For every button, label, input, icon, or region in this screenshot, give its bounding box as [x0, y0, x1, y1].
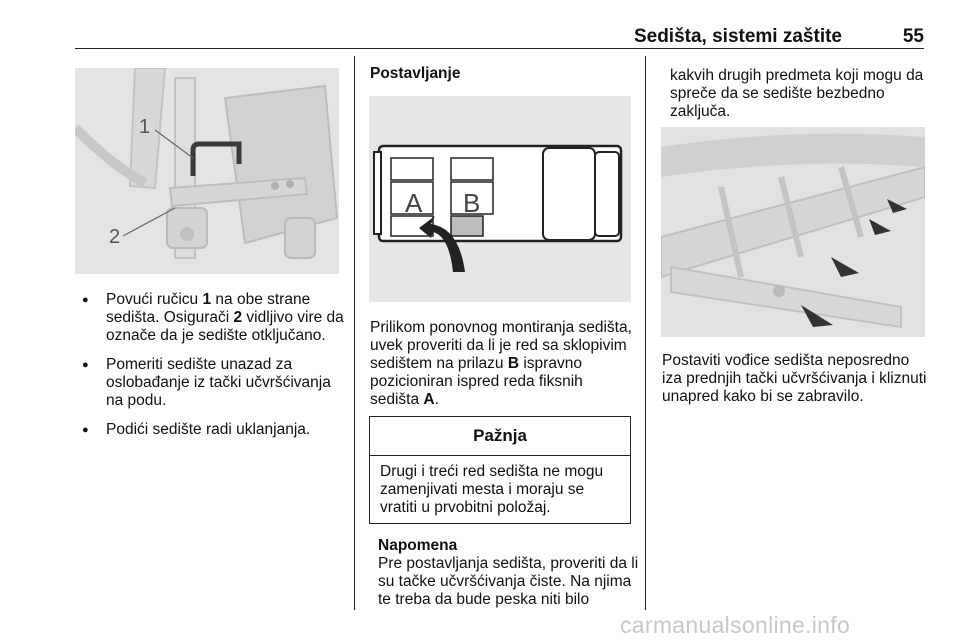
seat-guides-illustration [661, 127, 925, 337]
warning-title: Pažnja [370, 417, 630, 456]
list-item: ● Povući ručicu 1 na obe strane sedišta. Osigurači 2 vidljivo vire da označe da je sedište otključano. [82, 291, 344, 345]
seat-row-a-label: A [405, 188, 423, 218]
page-header-title: Sedišta, sistemi zaštite [633, 26, 842, 47]
reinstall-instruction: Prilikom ponovnog montiranja sedišta, uvek proveriti da li je red sa sklopivim sedištem na prilazu B ispravno pozicioniran ispred reda fiksnih sedišta A. [370, 319, 632, 408]
seat-release-figure [75, 68, 339, 274]
callout-2-label: 2 [109, 226, 121, 248]
header-rule [75, 48, 924, 49]
note-heading: Napomena [378, 537, 458, 554]
seat-row-b-label: B [463, 188, 481, 218]
section-heading: Postavljanje [370, 65, 461, 82]
column-divider-left [354, 56, 355, 610]
warning-text: Drugi i treći red sedišta ne mogu zamenjivati mesta i moraju se vratiti u prvobitni položaj. [380, 463, 604, 516]
removal-steps-list [82, 291, 344, 450]
seat-layout-figure [369, 96, 631, 302]
callout-1-label: 1 [139, 116, 151, 138]
page-number: 55 [902, 26, 924, 47]
list-item: ● Podići sedište radi uklanjanja. [82, 421, 344, 439]
watermark: carmanualsonline.info [620, 612, 851, 638]
seat-guides-figure [661, 127, 925, 337]
list-item: ● Pomeriti sedište unazad za oslobađanje iz tački učvršćivanja na podu. [82, 356, 344, 410]
warning-box [369, 416, 631, 524]
note-text: Pre postavljanja sedišta, proveriti da li su tačke učvršćivanja čiste. Na njima te treba da bude peska niti bilo [378, 555, 639, 608]
guide-instruction: Postaviti vođice sedišta neposredno iza prednjih tački učvršćivanja i kliznuti unapred kako bi se zabravilo. [662, 352, 927, 405]
column-divider-right [645, 56, 646, 610]
note-continuation: kakvih drugih predmeta koji mogu da spreče da se sedište bezbedno zaključa. [670, 67, 924, 120]
